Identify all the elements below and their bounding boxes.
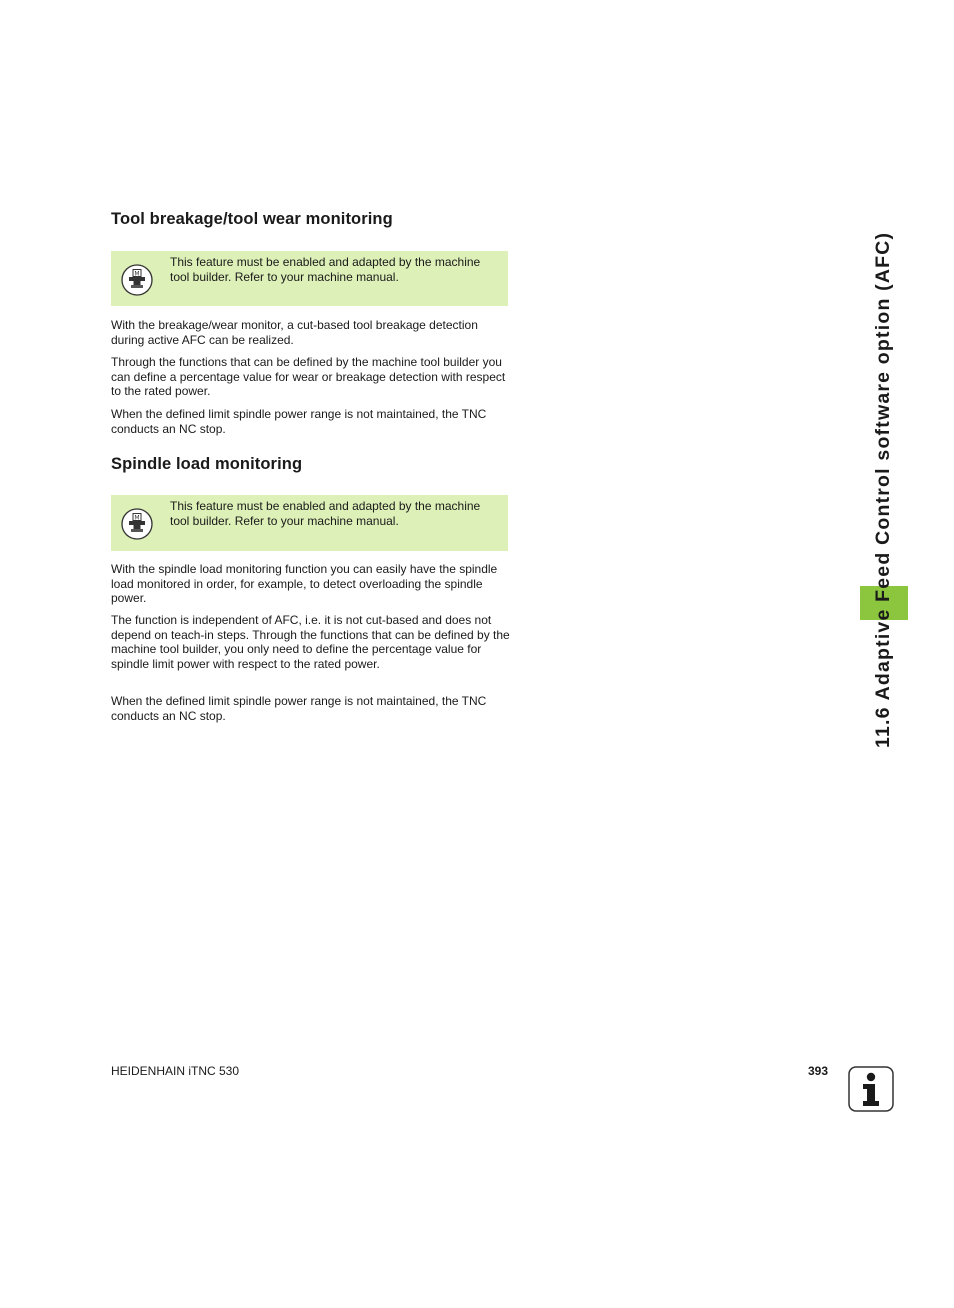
- section-heading-tool-breakage: Tool breakage/tool wear monitoring: [111, 210, 393, 228]
- paragraph: Through the functions that can be defined by the machine tool builder you can define a percentage value for wear or breakage detection with respect to the rated power.: [111, 355, 506, 398]
- section-heading-spindle-load: Spindle load monitoring: [111, 455, 303, 473]
- paragraph: The function is independent of AFC, i.e. it is not cut-based and does not depend on teach-in steps. Through the functions that can be defined by the machine tool builder, you only need to define the percentage value for spindle limit power with respect to the rated power.: [111, 613, 510, 671]
- paragraph: With the breakage/wear monitor, a cut-based tool breakage detection during active AFC can be realized.: [111, 318, 478, 347]
- machine-manual-icon: [121, 508, 153, 540]
- paragraph: When the defined limit spindle power range is not maintained, the TNC conducts an NC stop.: [111, 694, 487, 723]
- chapter-title-vertical: 11.6 Adaptive Feed Control software option (AFC): [872, 231, 894, 748]
- footer-product-name: HEIDENHAIN iTNC 530: [111, 1064, 240, 1078]
- page-number: 393: [808, 1064, 829, 1078]
- note-text: This feature must be enabled and adapted by the machine tool builder. Refer to your machine manual.: [170, 255, 481, 284]
- paragraph: With the spindle load monitoring function you can easily have the spindle load monitored in order, for example, to detect overloading the spindle power.: [111, 562, 498, 605]
- svg-text:M: M: [134, 270, 140, 278]
- paragraph: When the defined limit spindle power range is not maintained, the TNC conducts an NC stop.: [111, 407, 487, 436]
- svg-text:M: M: [134, 514, 140, 522]
- info-icon: [848, 1066, 894, 1112]
- note-text: This feature must be enabled and adapted by the machine tool builder. Refer to your machine manual.: [170, 499, 481, 528]
- machine-manual-note: [111, 495, 508, 551]
- machine-manual-note: [111, 251, 508, 306]
- machine-manual-icon: [121, 264, 153, 296]
